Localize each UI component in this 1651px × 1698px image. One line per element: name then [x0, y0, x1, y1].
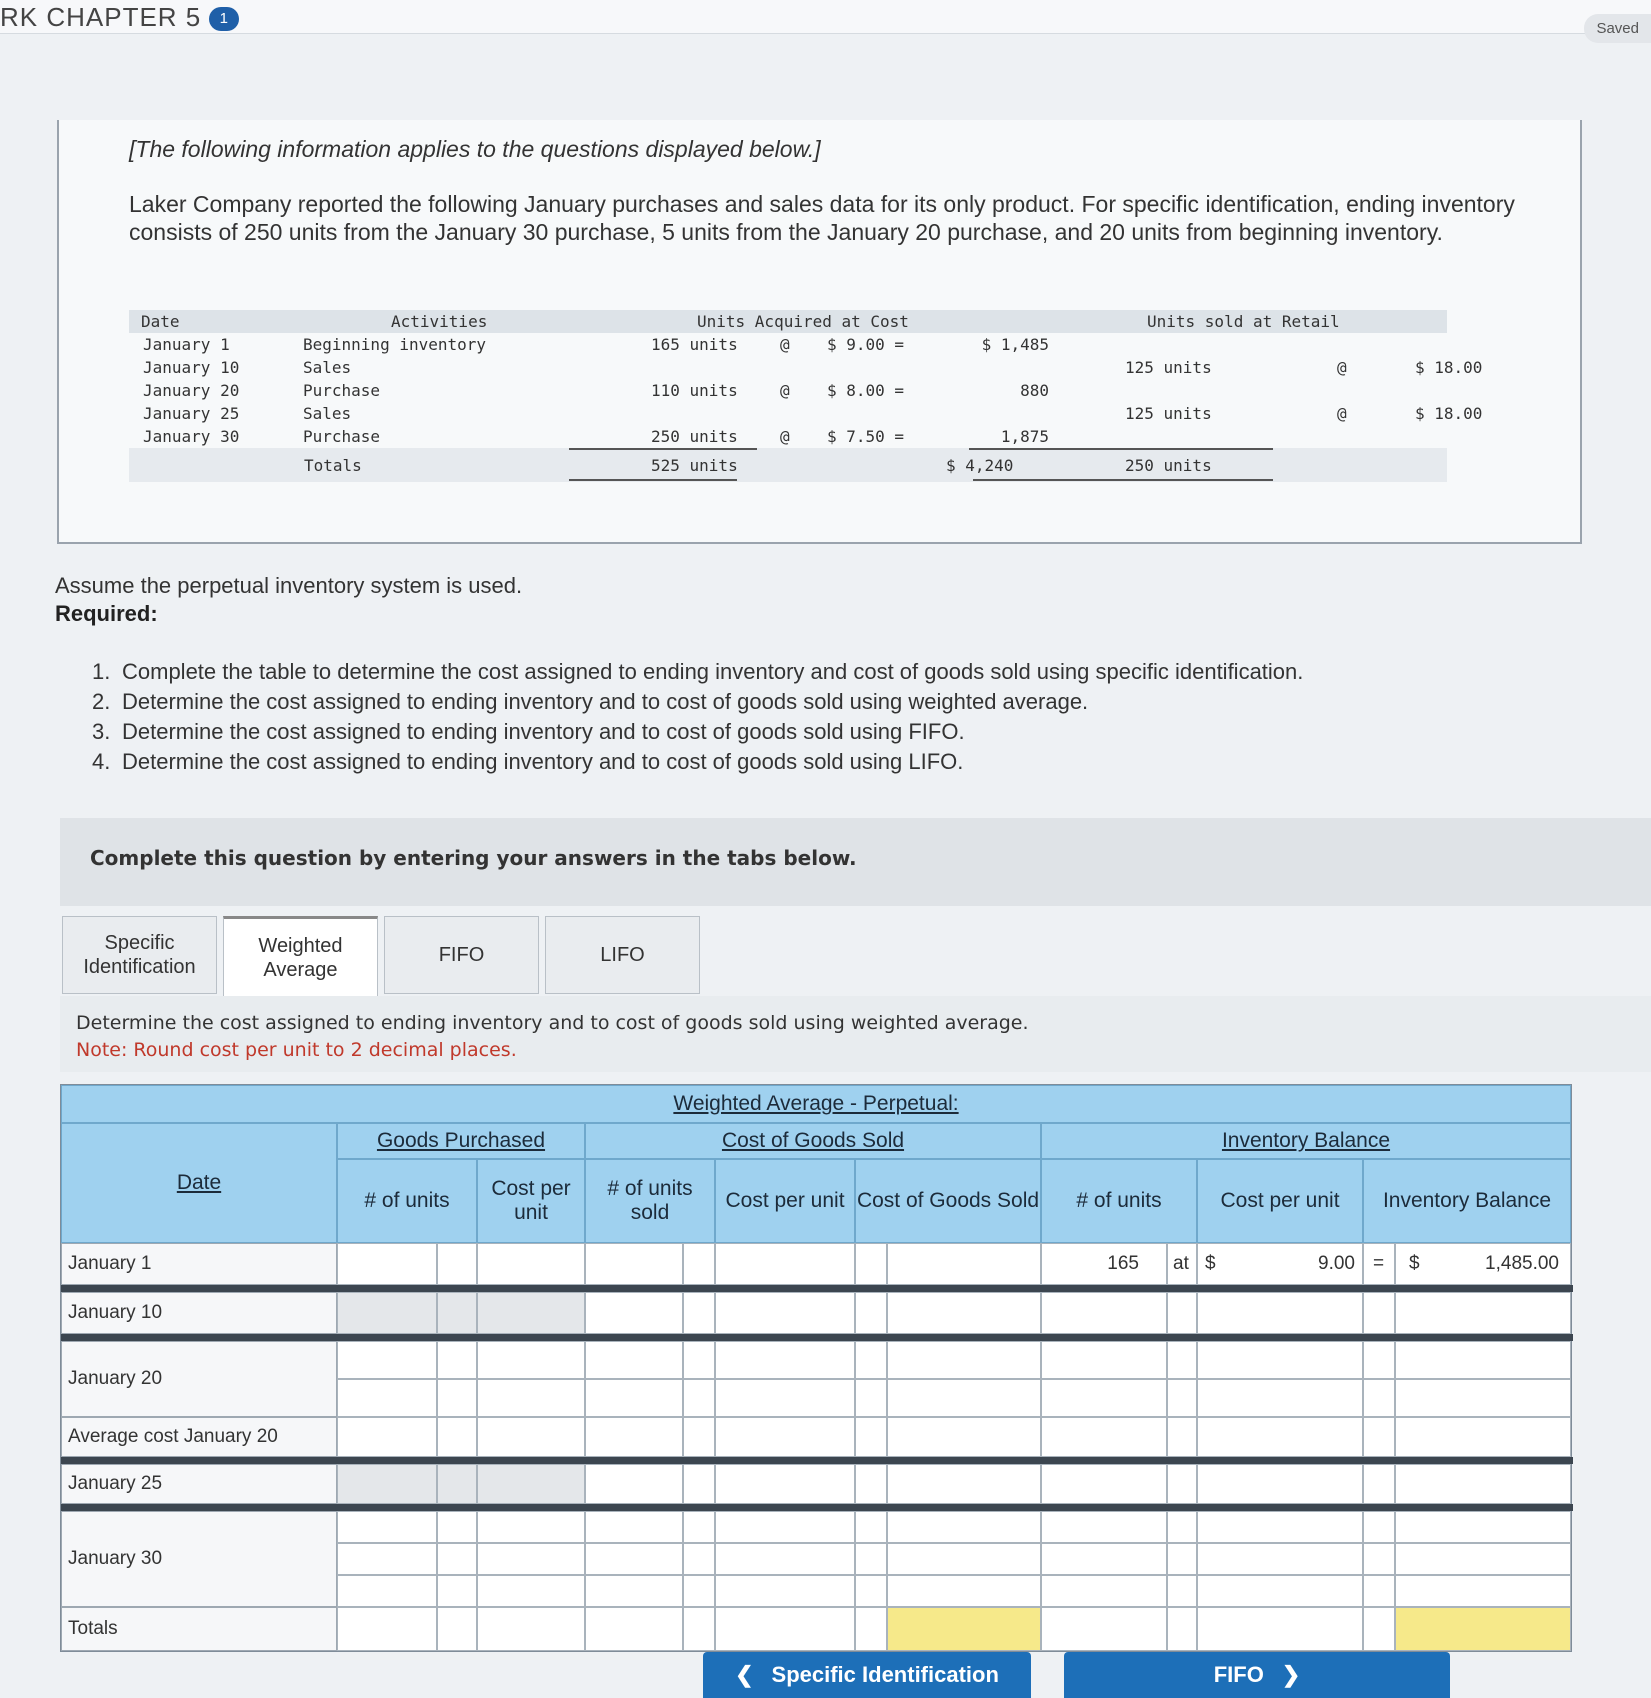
purchased-units-input[interactable] — [337, 1543, 437, 1575]
complete-prompt-bar — [60, 818, 1651, 906]
sold-cost-input[interactable] — [715, 1511, 855, 1543]
purchased-units-input[interactable] — [337, 1464, 437, 1504]
units-sold-suffix — [683, 1341, 715, 1379]
tab-specific-identification[interactable]: Specific Identification — [62, 916, 217, 994]
inventory-eq-cell — [1363, 1341, 1395, 1379]
units-sold-input[interactable] — [585, 1607, 683, 1651]
table-cell: 250 units — [651, 427, 738, 446]
row-label: Totals — [61, 1607, 337, 1651]
inventory-units-input[interactable] — [1041, 1575, 1167, 1607]
inventory-balance-dollar: $ — [1409, 1253, 1420, 1274]
inventory-at-cell — [1167, 1379, 1197, 1417]
inventory-units-input[interactable] — [1041, 1511, 1167, 1543]
table-cell: $ 18.00 — [1415, 404, 1483, 423]
units-sold-input[interactable] — [585, 1464, 683, 1504]
row-label: January 1 — [61, 1243, 337, 1285]
table-cell: 880 — [1020, 381, 1049, 400]
table-cell: @ — [1337, 404, 1347, 423]
col-activities: Activities — [391, 312, 488, 331]
purchased-units-suffix — [437, 1417, 477, 1457]
inventory-balance-input[interactable] — [1395, 1464, 1571, 1504]
purchased-cost-input[interactable] — [477, 1543, 585, 1575]
header-goods-purchased: Goods Purchased — [337, 1123, 585, 1159]
requirement-text: Determine the cost assigned to ending inventory and to cost of goods sold using FIFO. — [122, 719, 965, 744]
sold-cost-input[interactable] — [715, 1379, 855, 1417]
inventory-at-cell — [1167, 1417, 1197, 1457]
table-cell: January 1 — [143, 335, 230, 354]
purchased-cost-input[interactable] — [477, 1379, 585, 1417]
inventory-at-cell — [1167, 1543, 1197, 1575]
table-cell: Purchase — [303, 427, 381, 446]
requirement-number: 4. — [92, 749, 111, 774]
table-cell: 125 units — [1125, 358, 1212, 377]
requirement-number: 3. — [92, 719, 111, 744]
tab-weighted-average[interactable]: Weighted Average — [223, 916, 378, 996]
row-label: January 10 — [61, 1292, 337, 1334]
cogs-total-input[interactable] — [887, 1379, 1041, 1417]
table-cell: 110 units — [651, 381, 738, 400]
table-row — [129, 379, 1447, 402]
units-sold-input[interactable] — [585, 1417, 683, 1457]
inventory-units-value: 165 — [1107, 1253, 1139, 1274]
row-separator — [61, 1334, 1573, 1341]
inventory-balance-input[interactable] — [1395, 1379, 1571, 1417]
table-cell: 125 units — [1125, 404, 1212, 423]
inventory-balance-input[interactable] — [1395, 1292, 1571, 1334]
chapter-label: RK CHAPTER 5 — [0, 2, 202, 32]
inventory-cost-dollar: $ — [1205, 1253, 1216, 1274]
table-row — [129, 425, 1447, 448]
table-header-row — [129, 310, 1447, 333]
purchased-units-input[interactable] — [337, 1607, 437, 1651]
info-panel — [57, 120, 1582, 544]
totals-cost: $ 4,240 — [946, 456, 1014, 475]
cogs-total-input[interactable] — [887, 1417, 1041, 1457]
purchased-units-input[interactable] — [337, 1575, 437, 1607]
table-row — [129, 356, 1483, 379]
purchased-units-suffix — [437, 1543, 477, 1575]
instruction-panel — [60, 996, 1651, 1072]
inventory-cost-input[interactable] — [1197, 1292, 1363, 1334]
tab-fifo[interactable]: FIFO — [384, 916, 539, 994]
requirement-item — [92, 657, 1303, 687]
purchased-units-input[interactable] — [337, 1417, 437, 1457]
header-inventory-balance: Inventory Balance — [1041, 1123, 1571, 1159]
tab-lifo[interactable]: LIFO — [545, 916, 700, 994]
required-label: Required: — [55, 601, 158, 626]
purchased-units-input[interactable] — [337, 1243, 437, 1285]
equals-sign: = — [1373, 1253, 1385, 1274]
complete-prompt: Complete this question by entering your answers in the tabs below. — [90, 846, 857, 870]
purchased-units-suffix — [437, 1511, 477, 1543]
inventory-eq-cell — [1363, 1543, 1395, 1575]
table-cell: @ — [1337, 358, 1347, 377]
inventory-units-input[interactable] — [1041, 1379, 1167, 1417]
totals-label: Totals — [304, 456, 362, 475]
inventory-at-cell — [1167, 1607, 1197, 1651]
inventory-eq-cell — [1363, 1464, 1395, 1504]
table-cell: @ — [780, 381, 790, 400]
table-cell: January 30 — [143, 427, 240, 446]
grid-title: Weighted Average - Perpetual: — [61, 1085, 1571, 1123]
col-acquired: Units Acquired at Cost — [697, 312, 909, 331]
rounding-note: Note: Round cost per unit to 2 decimal places. — [76, 1039, 517, 1061]
purchased-cost-input[interactable] — [477, 1243, 585, 1285]
cogs-dollar-cell — [855, 1379, 887, 1417]
cogs-dollar-cell — [855, 1464, 887, 1504]
table-cell: 165 units — [651, 335, 738, 354]
units-sold-input[interactable] — [585, 1292, 683, 1334]
cogs-dollar-cell — [855, 1575, 887, 1607]
table-row — [129, 402, 1483, 425]
sold-cost-input[interactable] — [715, 1243, 855, 1285]
table-cell: @ — [780, 427, 790, 446]
units-sold-suffix — [683, 1575, 715, 1607]
cogs-dollar-cell — [855, 1607, 887, 1651]
inventory-balance-input[interactable] — [1395, 1575, 1571, 1607]
purchased-units-suffix — [437, 1464, 477, 1504]
units-sold-suffix — [683, 1607, 715, 1651]
inventory-eq-cell — [1363, 1511, 1395, 1543]
inventory-cost-input[interactable] — [1197, 1511, 1363, 1543]
purchases-sales-table — [129, 310, 1483, 482]
prev-button[interactable] — [703, 1652, 1031, 1698]
inventory-cost-input[interactable] — [1197, 1464, 1363, 1504]
table-cell: $ 1,485 — [981, 335, 1049, 354]
cogs-dollar-cell — [855, 1243, 887, 1285]
header-units-sold: # of units sold — [585, 1159, 715, 1243]
inventory-units-input[interactable] — [1041, 1543, 1167, 1575]
purchased-cost-input[interactable] — [477, 1341, 585, 1379]
table-cell: January 25 — [143, 404, 240, 423]
chevron-right-icon: ❯ — [1281, 1662, 1301, 1687]
table-cell: Sales — [303, 358, 352, 377]
units-sold-input[interactable] — [585, 1575, 683, 1607]
header-cogs-total: Cost of Goods Sold — [855, 1159, 1041, 1243]
table-row — [129, 333, 1447, 356]
instruction-text: Determine the cost assigned to ending inventory and to cost of goods sold using weighted average. — [76, 1012, 1029, 1034]
inventory-cost-input[interactable] — [1197, 1543, 1363, 1575]
table-cell: $ 9.00 = — [827, 335, 905, 354]
units-sold-suffix — [683, 1243, 715, 1285]
purchased-units-suffix — [437, 1243, 477, 1285]
cogs-total-input[interactable] — [887, 1511, 1041, 1543]
inventory-cost-input[interactable] — [1197, 1417, 1363, 1457]
inventory-balance-value: 1,485.00 — [1485, 1253, 1559, 1274]
purchased-units-input[interactable] — [337, 1379, 437, 1417]
purchased-cost-input[interactable] — [477, 1464, 585, 1504]
chevron-left-icon: ❮ — [735, 1662, 754, 1687]
inventory-eq-cell — [1363, 1417, 1395, 1457]
cogs-dollar-cell — [855, 1511, 887, 1543]
header-inventory-total: Inventory Balance — [1363, 1159, 1571, 1243]
units-sold-suffix — [683, 1543, 715, 1575]
saved-status: Saved — [1584, 14, 1651, 43]
units-sold-suffix — [683, 1379, 715, 1417]
purchased-cost-input[interactable] — [477, 1417, 585, 1457]
requirements-list — [92, 657, 1303, 777]
inventory-eq-cell — [1363, 1292, 1395, 1334]
row-label: Average cost January 20 — [61, 1417, 337, 1457]
inventory-cost-input[interactable] — [1197, 1341, 1363, 1379]
assume-text: Assume the perpetual inventory system is used. — [55, 573, 523, 598]
cogs-total-input[interactable] — [887, 1292, 1041, 1334]
row-separator — [61, 1285, 1573, 1292]
purchased-cost-input[interactable] — [477, 1575, 585, 1607]
cogs-total-input[interactable] — [887, 1341, 1041, 1379]
table-cell: January 10 — [143, 358, 240, 377]
inventory-balance-input[interactable] — [1395, 1341, 1571, 1379]
top-bar — [0, 0, 1651, 37]
inventory-at-cell — [1167, 1464, 1197, 1504]
next-button-label: FIFO — [1213, 1662, 1264, 1687]
table-totals-row — [129, 448, 1447, 482]
col-date: Date — [141, 312, 180, 331]
purchased-units-suffix — [437, 1379, 477, 1417]
intro-text: [The following information applies to the questions displayed below.] — [129, 136, 821, 162]
sold-cost-input[interactable] — [715, 1607, 855, 1651]
table-cell: $ 7.50 = — [827, 427, 905, 446]
sold-cost-input[interactable] — [715, 1417, 855, 1457]
purchased-units-suffix — [437, 1607, 477, 1651]
chapter-title — [0, 2, 239, 33]
table-cell: 1,875 — [1000, 427, 1049, 446]
row-label: January 30 — [61, 1511, 337, 1607]
inventory-at-cell — [1167, 1575, 1197, 1607]
sold-cost-input[interactable] — [715, 1292, 855, 1334]
units-sold-input[interactable] — [585, 1379, 683, 1417]
inventory-at-cell — [1167, 1511, 1197, 1543]
cogs-total-input[interactable] — [887, 1243, 1041, 1285]
header-date: Date — [61, 1123, 337, 1243]
units-sold-suffix — [683, 1292, 715, 1334]
purchased-units-input[interactable] — [337, 1341, 437, 1379]
inventory-units-input[interactable] — [1041, 1417, 1167, 1457]
units-sold-input[interactable] — [585, 1341, 683, 1379]
units-sold-suffix — [683, 1464, 715, 1504]
sold-cost-input[interactable] — [715, 1464, 855, 1504]
problem-description: Laker Company reported the following January purchases and sales data for its only product. For specific identification, ending inventory consists of 250 units from the January 30 purchase, 5 units from the January 20 purchase, and 20 units from beginning inventory. — [129, 191, 1515, 245]
cogs-dollar-cell — [855, 1292, 887, 1334]
inventory-balance-input[interactable] — [1395, 1607, 1571, 1651]
sold-cost-input[interactable] — [715, 1341, 855, 1379]
purchased-cost-input[interactable] — [477, 1292, 585, 1334]
header-sold-cost: Cost per unit — [715, 1159, 855, 1243]
inventory-cost-input[interactable] — [1197, 1607, 1363, 1651]
purchased-units-input[interactable] — [337, 1511, 437, 1543]
sold-cost-input[interactable] — [715, 1543, 855, 1575]
next-button[interactable] — [1064, 1652, 1450, 1698]
prev-button-label: Specific Identification — [771, 1662, 999, 1687]
table-cell: Purchase — [303, 381, 381, 400]
inventory-units-input[interactable] — [1041, 1292, 1167, 1334]
requirement-text: Determine the cost assigned to ending inventory and to cost of goods sold using LIFO. — [122, 749, 964, 774]
units-sold-suffix — [683, 1511, 715, 1543]
inventory-eq-cell — [1363, 1575, 1395, 1607]
row-label: January 25 — [61, 1464, 337, 1504]
purchased-cost-input[interactable] — [477, 1607, 585, 1651]
inventory-eq-cell — [1363, 1379, 1395, 1417]
row-separator — [61, 1504, 1573, 1511]
inventory-balance-input[interactable] — [1395, 1417, 1571, 1457]
weighted-average-grid — [60, 1084, 1572, 1652]
table-cell: January 20 — [143, 381, 240, 400]
requirement-text: Complete the table to determine the cost assigned to ending inventory and cost of goods sold using specific identification. — [122, 659, 1304, 684]
inventory-units-input[interactable] — [1041, 1464, 1167, 1504]
inventory-cost-value: 9.00 — [1318, 1253, 1355, 1274]
inventory-units-input[interactable] — [1041, 1607, 1167, 1651]
sold-cost-input[interactable] — [715, 1575, 855, 1607]
purchased-units-suffix — [437, 1292, 477, 1334]
purchased-units-suffix — [437, 1575, 477, 1607]
units-sold-input[interactable] — [585, 1543, 683, 1575]
cogs-dollar-cell — [855, 1417, 887, 1457]
requirement-item — [92, 717, 1303, 747]
table-cell: Beginning inventory — [303, 335, 487, 354]
inventory-units-input[interactable] — [1041, 1341, 1167, 1379]
table-cell: Sales — [303, 404, 352, 423]
cogs-total-input[interactable] — [887, 1575, 1041, 1607]
chapter-badge[interactable]: 1 — [209, 7, 239, 31]
purchased-units-suffix — [437, 1341, 477, 1379]
header-inventory-cost: Cost per unit — [1197, 1159, 1363, 1243]
units-sold-input[interactable] — [585, 1511, 683, 1543]
purchased-cost-input[interactable] — [477, 1511, 585, 1543]
header-purchased-units: # of units — [337, 1159, 477, 1243]
inventory-at-label: at — [1173, 1253, 1189, 1274]
row-separator — [61, 1457, 1573, 1464]
cogs-dollar-cell — [855, 1341, 887, 1379]
col-sold: Units sold at Retail — [1147, 312, 1340, 331]
requirement-number: 2. — [92, 689, 111, 714]
requirement-item — [92, 687, 1303, 717]
header-cogs: Cost of Goods Sold — [585, 1123, 1041, 1159]
underline — [969, 448, 1273, 450]
underline — [569, 448, 757, 450]
inventory-balance-input[interactable] — [1395, 1543, 1571, 1575]
totals-units: 525 units — [651, 456, 738, 475]
inventory-balance-input[interactable] — [1395, 1511, 1571, 1543]
cogs-total-input[interactable] — [887, 1607, 1041, 1651]
header-purchased-cost: Cost per unit — [477, 1159, 585, 1243]
units-sold-suffix — [683, 1417, 715, 1457]
requirement-number: 1. — [92, 659, 111, 684]
double-underline — [569, 479, 737, 481]
purchased-units-input[interactable] — [337, 1292, 437, 1334]
totals-sold-units: 250 units — [1125, 456, 1212, 475]
inventory-units-input[interactable] — [1041, 1243, 1167, 1285]
inventory-cost-input[interactable] — [1197, 1379, 1363, 1417]
table-cell: $ 8.00 = — [827, 381, 905, 400]
double-underline — [973, 479, 1273, 481]
inventory-at-cell — [1167, 1292, 1197, 1334]
inventory-eq-cell — [1363, 1607, 1395, 1651]
inventory-cost-input[interactable] — [1197, 1575, 1363, 1607]
requirement-text: Determine the cost assigned to ending inventory and to cost of goods sold using weighted average. — [122, 689, 1089, 714]
units-sold-input[interactable] — [585, 1243, 683, 1285]
row-label: January 20 — [61, 1341, 337, 1417]
header-inventory-units: # of units — [1041, 1159, 1197, 1243]
cogs-total-input[interactable] — [887, 1464, 1041, 1504]
table-cell: $ 18.00 — [1415, 358, 1483, 377]
requirement-item — [92, 747, 1303, 777]
inventory-at-cell — [1167, 1341, 1197, 1379]
cogs-total-input[interactable] — [887, 1543, 1041, 1575]
cogs-dollar-cell — [855, 1543, 887, 1575]
table-cell: @ — [780, 335, 790, 354]
